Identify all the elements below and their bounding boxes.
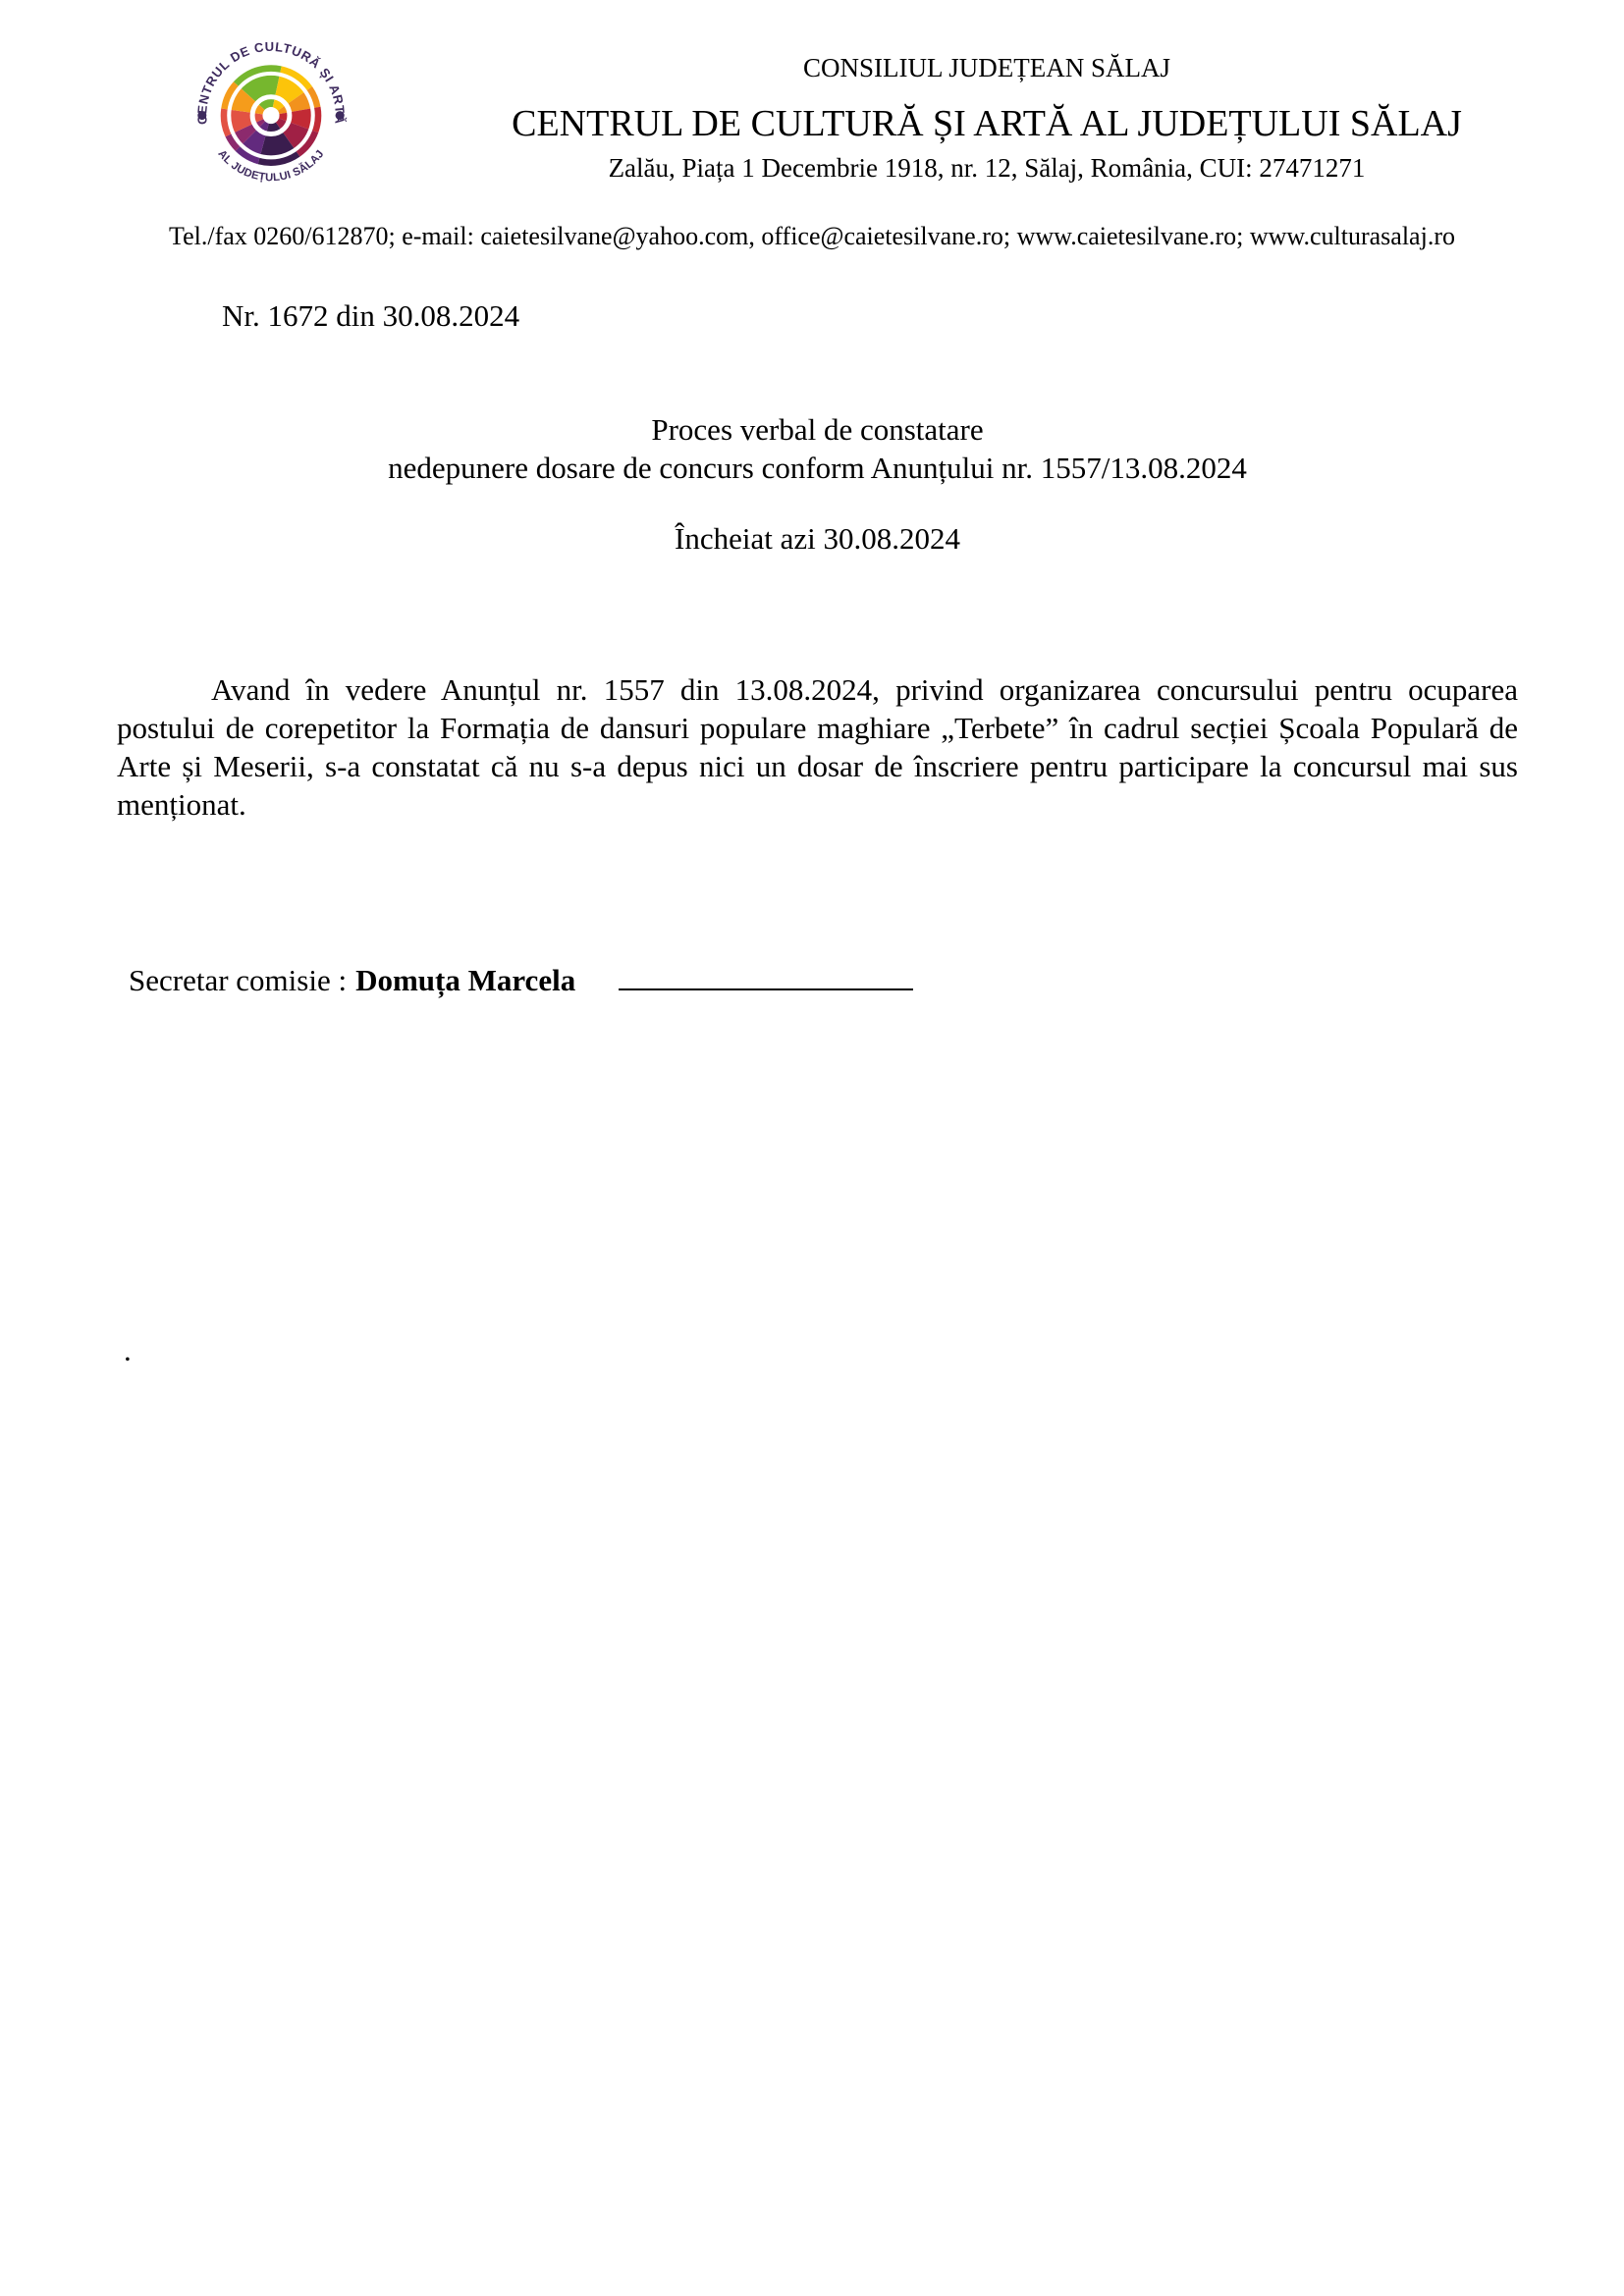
secretary-line <box>129 961 913 998</box>
logo-top-arc-text: CENTRUL DE CULTURĂ ȘI ARTĂ <box>194 38 348 126</box>
secretary-label: Secretar comisie : <box>129 963 348 997</box>
signature-line <box>619 961 913 990</box>
logo-bottom-arc-text: AL JUDEȚULUI SĂLAJ <box>215 147 327 185</box>
document-closing-date: Încheiat azi 30.08.2024 <box>675 521 960 556</box>
council-name: CONSILIUL JUDEȚEAN SĂLAJ <box>803 53 1170 82</box>
org-logo-svg <box>183 24 359 200</box>
secretary-name: Domuța Marcela <box>355 963 576 997</box>
org-logo <box>183 24 359 200</box>
document-number: Nr. 1672 din 30.08.2024 <box>222 298 520 333</box>
organization-address: Zalău, Piața 1 Decembrie 1918, nr. 12, Sălaj, România, CUI: 27471271 <box>608 153 1366 183</box>
logo-center-hole <box>262 107 279 124</box>
organization-name: CENTRUL DE CULTURĂ ȘI ARTĂ AL JUDEȚULUI SĂLAJ <box>512 103 1462 144</box>
contact-line: Tel./fax 0260/612870; e-mail: caietesilvane@yahoo.com, office@caietesilvane.ro; www.caietesilvane.ro; www.culturasalaj.ro <box>169 222 1455 250</box>
document-title-line2: nedepunere dosare de concurs conform Anunțului nr. 1557/13.08.2024 <box>388 451 1247 485</box>
trailing-dot: . <box>124 1333 132 1367</box>
document-title-line1: Proces verbal de constatare <box>651 412 984 447</box>
document-paragraph: Avand în vedere Anunțul nr. 1557 din 13.08.2024, privind organizarea concursului pentru ocuparea postului de corepetitor la Formația de dansuri populare maghiare „Terbete” în cadrul secției Școala Populară de Arte și Meserii, s-a constatat că nu s-a depus nici un dosar de înscriere pentru participare la concursul mai sus menționat. <box>117 672 1518 822</box>
